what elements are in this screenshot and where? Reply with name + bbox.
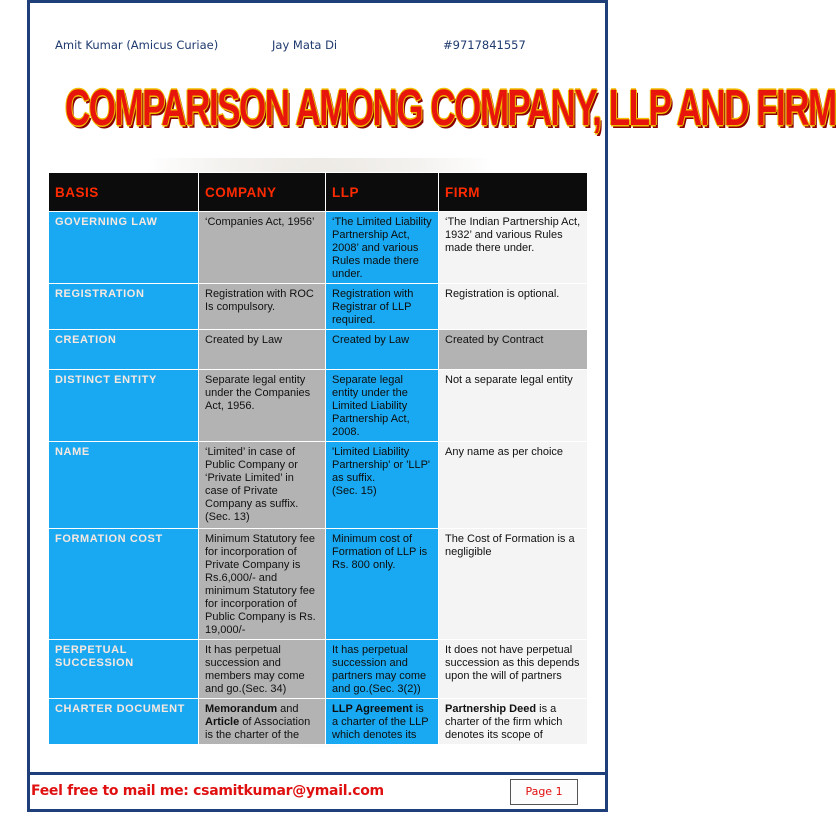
company-text: ‘Limited’ in case of Public Company or ‘Private Limited’ in case of Private Company as suffix. [205,446,299,510]
llp-charter-term: LLP Agreement [332,703,413,715]
company-cell: Minimum Statutory fee for incorporation of Private Company is Rs.6,000/- and minimum Statutory fee for incorporation of Public Company is Rs. 19,000/- [199,529,326,640]
llp-cell: Registration with Registrar of LLP required. [326,284,439,330]
basis-cell: CHARTER DOCUMENT [49,699,199,745]
company-charter-text-2: of Association is the charter of the [205,716,311,741]
column-header-company: COMPANY [199,173,326,212]
page-header [0,38,638,56]
firm-cell: Not a separate legal entity [439,370,588,442]
company-cell [199,699,326,745]
column-header-firm: FIRM [439,173,588,212]
firm-charter-text: is a charter of the firm which denotes its scope of [445,703,563,741]
basis-cell: PERPETUAL SUCCESSION [49,640,199,699]
firm-cell: Registration is optional. [439,284,588,330]
basis-cell: DISTINCT ENTITY [49,370,199,442]
table-row [49,284,588,330]
basis-cell: FORMATION COST [49,529,199,640]
table-row [49,370,588,442]
llp-cell [326,442,439,529]
llp-cell: It has perpetual succession and partners may come and go.(Sec. 3(2)) [326,640,439,699]
llp-cell: Minimum cost of Formation of LLP is Rs. 800 only. [326,529,439,640]
llp-charter-text: is a charter of the LLP which denotes its [332,703,429,741]
table-header-row [49,173,588,212]
basis-cell: NAME [49,442,199,529]
basis-cell: GOVERNING LAW [49,212,199,284]
company-cell [199,442,326,529]
company-section-ref: (Sec. 13) [205,511,250,523]
basis-cell: REGISTRATION [49,284,199,330]
company-cell: Registration with ROC Is compulsory. [199,284,326,330]
llp-cell: Created by Law [326,330,439,370]
firm-cell: It does not have perpetual succession as this depends upon the will of partners [439,640,588,699]
table-row [49,699,588,745]
page-title: COMPARISON AMONG COMPANY, LLP AND FIRM [65,80,836,137]
column-header-basis: BASIS [49,173,199,212]
company-charter-text-1: and [277,703,299,715]
company-charter-term-2: Article [205,716,240,728]
firm-charter-term: Partnership Deed [445,703,537,715]
page-footer [27,772,608,812]
table-row [49,529,588,640]
llp-cell [326,699,439,745]
table-row [49,442,588,529]
llp-cell: Separate legal entity under the Limited Liability Partnership Act, 2008. [326,370,439,442]
footer-contact: Feel free to mail me: csamitkumar@ymail.com [31,783,384,799]
firm-cell: Created by Contract [439,330,588,370]
company-cell: It has perpetual succession and members may come and go.(Sec. 34) [199,640,326,699]
company-cell: Separate legal entity under the Companies Act, 1956. [199,370,326,442]
firm-cell [439,699,588,745]
header-motto: Jay Mata Di [272,38,338,52]
table-row [49,330,588,370]
title-block [30,80,836,160]
company-cell: Created by Law [199,330,326,370]
firm-cell: Any name as per choice [439,442,588,529]
firm-cell: ‘The Indian Partnership Act, 1932’ and various Rules made there under. [439,212,588,284]
page-number: Page 1 [510,779,578,805]
comparison-table [48,172,588,745]
company-charter-term-1: Memorandum [205,703,278,715]
basis-cell: CREATION [49,330,199,370]
table-row [49,640,588,699]
header-author: Amit Kumar (Amicus Curiae) [55,38,219,52]
firm-cell: The Cost of Formation is a negligible [439,529,588,640]
company-cell: ‘Companies Act, 1956’ [199,212,326,284]
llp-cell: ‘The Limited Liability Partnership Act, 2008’ and various Rules made there under. [326,212,439,284]
header-phone: #9717841557 [443,38,526,52]
llp-text: 'Limited Liability Partnership' or 'LLP' as suffix. [332,446,431,484]
table-row [49,212,588,284]
llp-section-ref: (Sec. 15) [332,485,377,497]
column-header-llp: LLP [326,173,439,212]
